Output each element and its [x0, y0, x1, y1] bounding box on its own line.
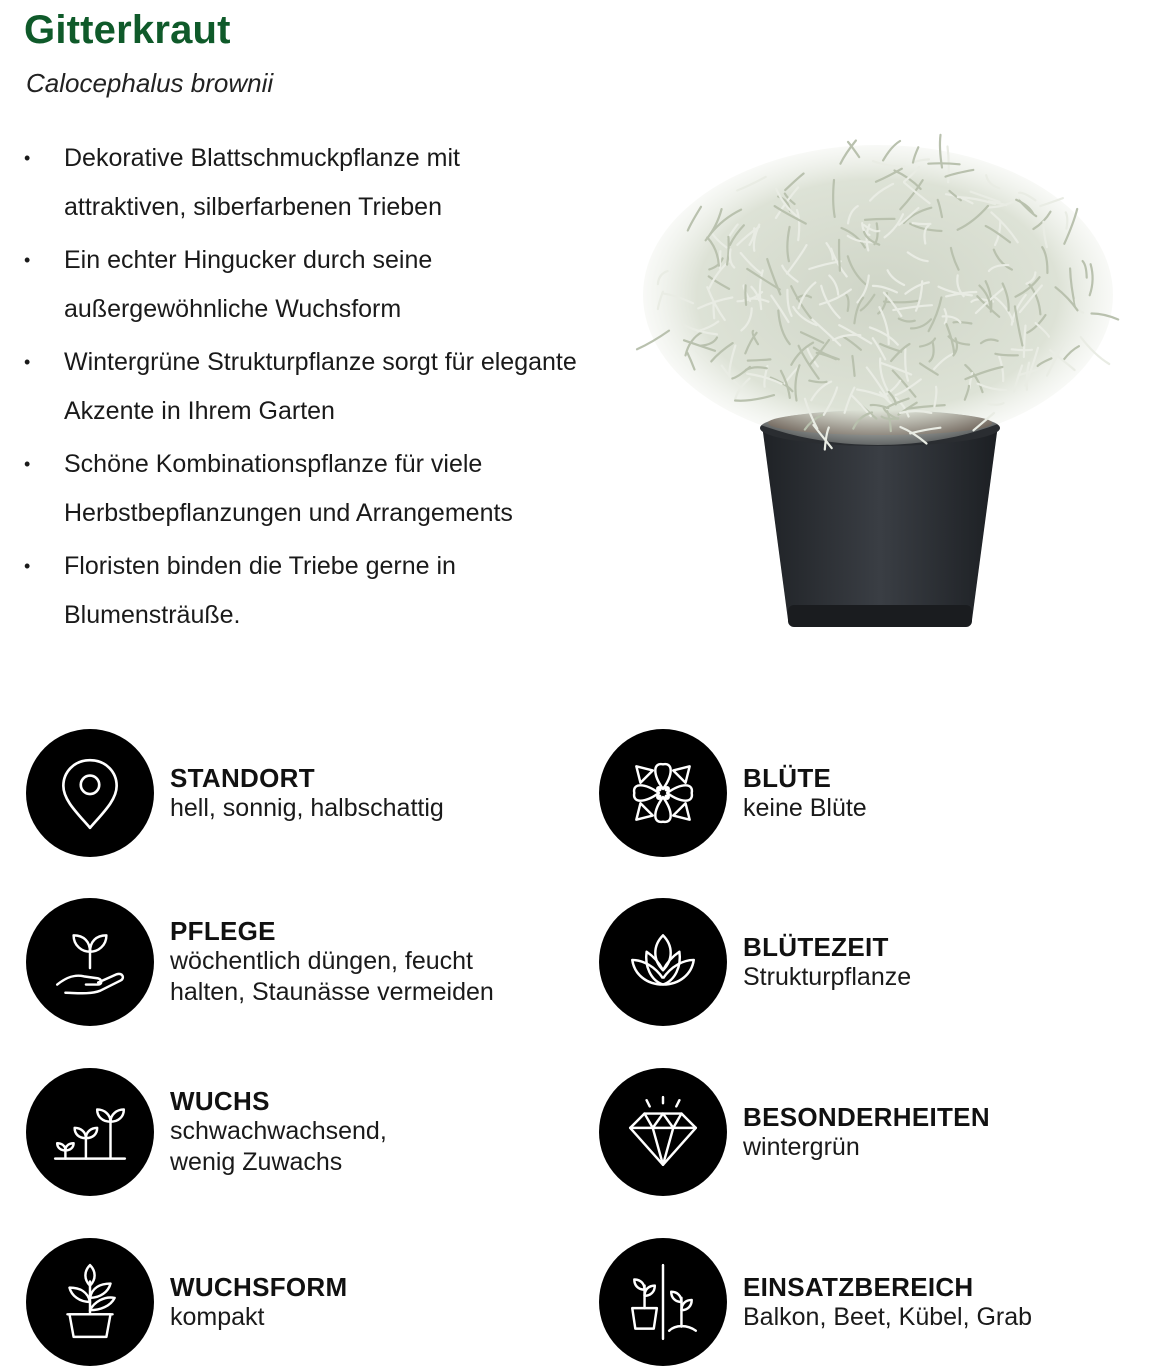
feature-label: BESONDERHEITEN	[743, 1101, 990, 1132]
feature-label: EINSATZBEREICH	[743, 1271, 974, 1302]
feature-wuchs	[26, 1068, 387, 1196]
growing-plants-icon	[26, 1068, 154, 1196]
feature-standort	[26, 729, 444, 857]
bullet-item: • Dekorative Blattschmuckpflanze mit attraktiven, silberfarbenen Trieben	[22, 134, 582, 232]
feature-value: kompakt	[170, 1302, 265, 1331]
feature-label: WUCHSFORM	[170, 1271, 348, 1302]
feature-value: wintergrün	[743, 1132, 860, 1161]
seedling-hand-icon	[26, 898, 154, 1026]
feature-besonderheiten	[599, 1068, 990, 1196]
lotus-icon	[599, 898, 727, 1026]
botanical-name: Calocephalus brownii	[26, 68, 274, 98]
feature-value: Balkon, Beet, Kübel, Grab	[743, 1302, 1033, 1331]
feature-label: WUCHS	[170, 1086, 270, 1116]
feature-bluetezeit	[599, 898, 911, 1026]
feature-label: STANDORT	[170, 762, 315, 793]
feature-wuchsform	[26, 1238, 347, 1366]
feature-bluete	[599, 729, 867, 857]
feature-pflege	[26, 898, 494, 1026]
feature-label: BLÜTEZEIT	[743, 931, 889, 962]
feature-value: Strukturpflanze	[743, 962, 912, 991]
product-title: Gitterkraut	[24, 8, 231, 52]
bullet-item: • Floristen binden die Triebe gerne in Blumensträuße.	[22, 542, 582, 640]
feature-value: wöchentlich düngen, feucht halten, Staunässe vermeiden	[170, 947, 494, 1006]
bullet-item: • Schöne Kombinationspflanze für viele Herbstbepflanzungen und Arrangements	[22, 440, 582, 538]
feature-einsatzbereich	[599, 1238, 1032, 1366]
bullet-item: • Wintergrüne Strukturpflanze sorgt für elegante Akzente in Ihrem Garten	[22, 338, 582, 436]
location-pin-icon	[26, 729, 154, 857]
feature-value: hell, sonnig, halbschattig	[170, 793, 444, 822]
feature-value: schwachwachsend, wenig Zuwachs	[170, 1117, 387, 1176]
feature-label: BLÜTE	[743, 762, 832, 793]
potted-plant-icon	[26, 1238, 154, 1366]
feature-value: keine Blüte	[743, 793, 867, 822]
feature-label: PFLEGE	[170, 916, 276, 946]
diamond-icon	[599, 1068, 727, 1196]
flower-icon	[599, 729, 727, 857]
bullet-item: • Ein echter Hingucker durch seine außergewöhnliche Wuchsform	[22, 236, 582, 334]
pot-and-ground-icon	[599, 1238, 727, 1366]
